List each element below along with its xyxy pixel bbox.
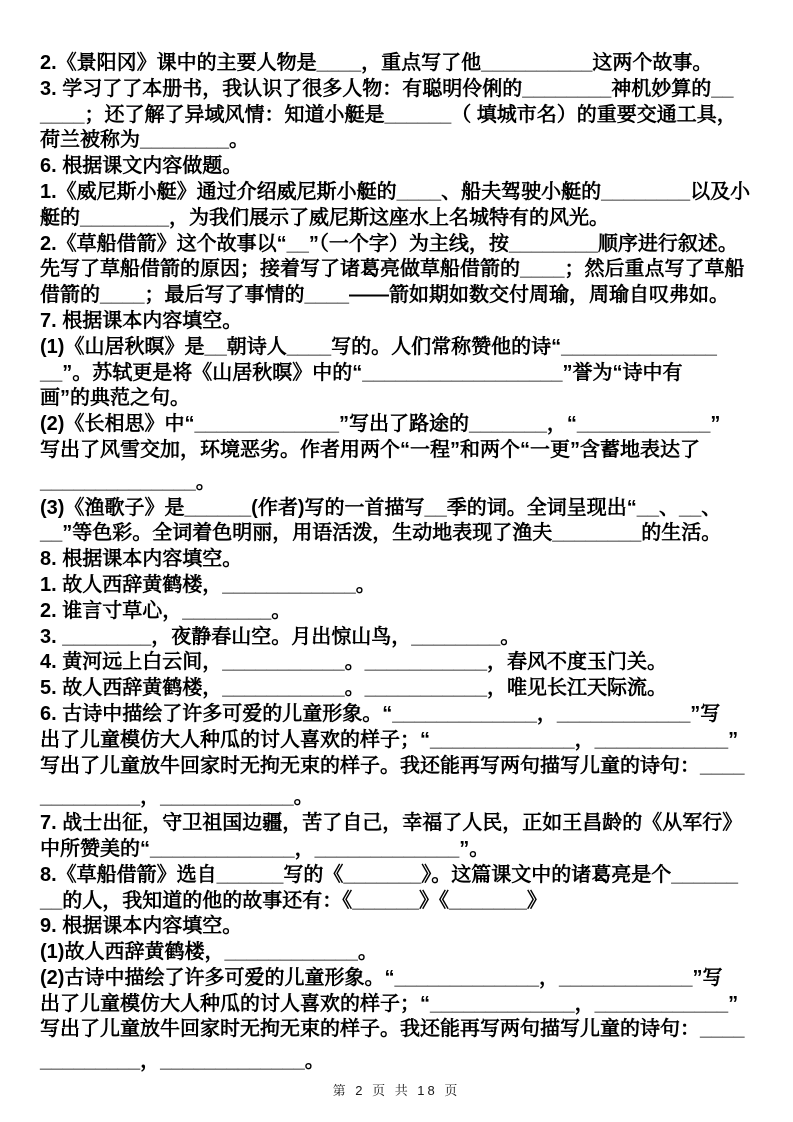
section-heading: 6. 根据课文内容做题。 xyxy=(40,155,243,178)
section-heading: 9. 根据课本内容填空。 xyxy=(40,915,243,938)
question-line: 2.《草船借箭》这个故事以“__”（一个字）为主线，按________顺序进行叙述。 xyxy=(40,232,738,255)
question-line: __”等色彩。全词着色明丽，用语活泼，生动地表现了渔夫________的生活。 xyxy=(40,522,722,545)
question-line: 艇的________，为我们展示了威尼斯这座水上名城特有的风光。 xyxy=(40,206,609,229)
question-line: 3. ________，夜静春山空。月出惊山鸟，________。 xyxy=(40,625,521,648)
question-line: (2)《长相思》中“_____________”写出了路途的_______，“____________” xyxy=(40,413,721,436)
question-line: __”。苏轼更是将《山居秋暝》中的“__________________”誉为“诗中有 xyxy=(40,361,683,384)
question-line: 写出了儿童放牛回家时无拘无束的样子。我还能再写两句描写儿童的诗句：____ xyxy=(40,1018,745,1041)
question-line: 8.《草船借箭》选自______写的《_______》。这篇课文中的诸葛亮是个______ xyxy=(40,863,739,886)
question-line: ____；还了解了异域风情：知道小艇是______（ 填城市名）的重要交通工具， xyxy=(40,103,737,126)
question-line: (1)故人西辞黄鹤楼，____________。 xyxy=(40,941,378,964)
question-line: 先写了草船借箭的原因；接着写了诸葛亮做草船借箭的____；然后重点写了草船 xyxy=(40,258,745,281)
question-line: 借箭的____；最后写了事情的____——箭如期如数交付周瑜，周瑜自叹弗如。 xyxy=(40,284,729,307)
question-line: (1)《山居秋暝》是__朝诗人____写的。人们常称赞他的诗“______________ xyxy=(40,335,717,358)
question-line: 1.《威尼斯小艇》通过介绍威尼斯小艇的____、船夫驾驶小艇的________以及小 xyxy=(40,180,751,203)
blank-answer-line: ______________。 xyxy=(40,470,216,493)
question-line: (3)《渔歌子》是______(作者)写的一首描写__季的词。全词呈现出“__、__、 xyxy=(40,496,722,519)
question-line: 3. 学习了了本册书，我认识了很多人物：有聪明伶俐的________神机妙算的__ xyxy=(40,77,734,100)
question-line: 出了儿童模仿大人种瓜的讨人喜欢的样子；“_____________，____________” xyxy=(40,728,739,751)
question-line: 6. 古诗中描绘了许多可爱的儿童形象。“_____________，____________”写 xyxy=(40,702,721,725)
question-line: (2)古诗中描绘了许多可爱的儿童形象。“_____________，____________”写 xyxy=(40,966,723,989)
blank-answer-line: _________，_____________。 xyxy=(40,1050,325,1073)
question-line: 4. 黄河远上白云间，___________。___________，春风不度玉门关。 xyxy=(40,651,667,674)
question-line: 5. 故人西辞黄鹤楼，___________。___________，唯见长江天际流。 xyxy=(40,677,667,700)
question-line: 荷兰被称为________。 xyxy=(40,129,249,152)
worksheet-content xyxy=(40,51,760,1075)
question-line: 写出了儿童放牛回家时无拘无束的样子。我还能再写两句描写儿童的诗句：____ xyxy=(40,754,745,777)
question-line: 1. 故人西辞黄鹤楼，____________。 xyxy=(40,573,376,596)
page-number-footer: 第 2 页 共 18 页 xyxy=(332,1083,461,1098)
question-line: 2.《景阳冈》课中的主要人物是____，重点写了他__________这两个故事。 xyxy=(40,52,713,74)
question-line: 写出了风雪交加，环境恶劣。作者用两个“一程”和两个“一更”含蓄地表达了 xyxy=(40,438,700,461)
blank-answer-line: _________，____________。 xyxy=(40,786,314,809)
section-heading: 7. 根据课本内容填空。 xyxy=(40,309,243,332)
question-line: 中所赞美的“_____________，_____________”。 xyxy=(40,837,490,860)
question-line: 7. 战士出征，守卫祖国边疆，苦了自己，幸福了人民，正如王昌龄的《从军行》 xyxy=(40,812,743,835)
question-line: 画”的典范之句。 xyxy=(40,387,190,410)
section-heading: 8. 根据课本内容填空。 xyxy=(40,548,243,571)
question-line: 出了儿童模仿大人种瓜的讨人喜欢的样子；“_____________，____________” xyxy=(40,992,739,1015)
question-line: __的人，我知道的他的故事还有：《______》《_______》 xyxy=(40,889,547,912)
question-line: 2. 谁言寸草心，________。 xyxy=(40,599,292,622)
